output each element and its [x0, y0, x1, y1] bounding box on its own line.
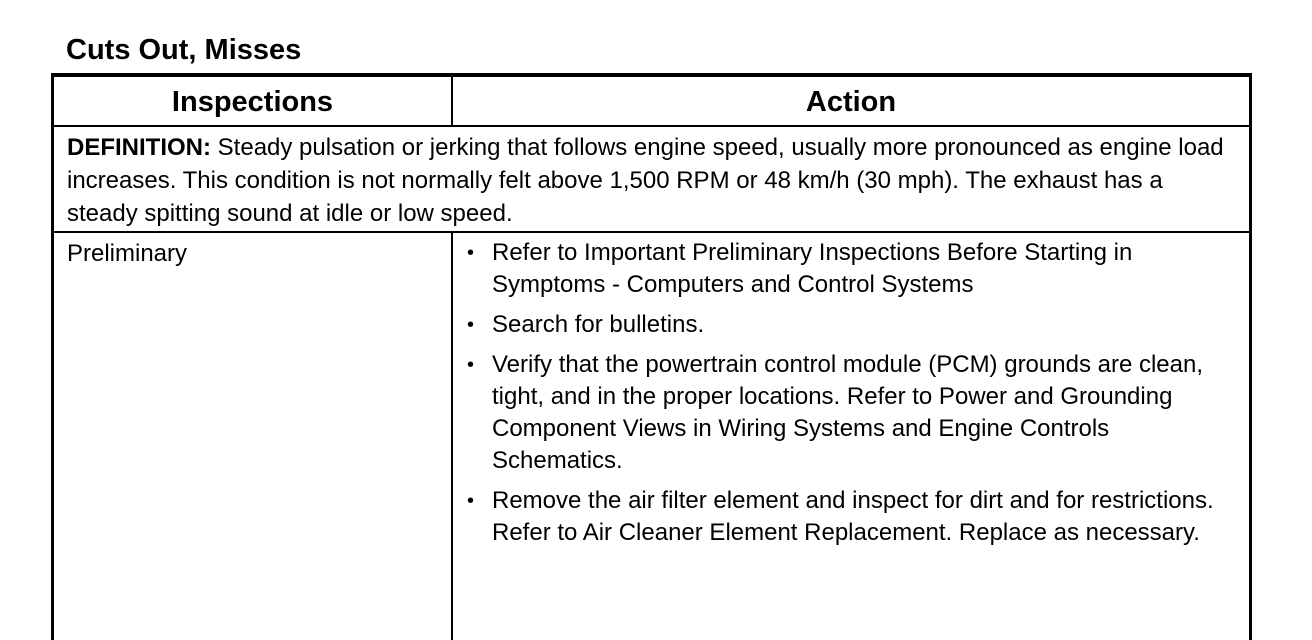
bullet-icon: •: [467, 314, 475, 336]
action-header: Action: [805, 86, 897, 118]
action-item: [465, 485, 1245, 549]
action-text: Remove the air filter element and inspect for dirt and for restrictions. Refer to Air Cleaner Element Replacement. Replace as necessary.: [492, 487, 1214, 546]
inspection-cell: Preliminary: [67, 240, 188, 267]
table-border-left: [51, 73, 54, 640]
body-column-divider: [451, 231, 453, 640]
table-border-top: [51, 73, 1252, 77]
definition-text: Steady pulsation or jerking that follows engine speed, usually more pronounced as engine load increases. This condition is not normally felt above 1,500 RPM or 48 km/h (30 mph). The exhaust has a steady spitting sound at idle or low speed.: [67, 134, 1224, 227]
action-text: Refer to Important Preliminary Inspections Before Starting in Symptoms - Computers and Control Systems: [492, 239, 1133, 298]
definition-divider: [51, 231, 1252, 233]
bullet-icon: •: [467, 490, 475, 512]
diagnostic-table: [51, 73, 1252, 640]
action-text: Search for bulletins.: [492, 311, 705, 338]
table-border-right: [1249, 73, 1252, 640]
definition-row: [67, 131, 1227, 230]
action-list: [465, 237, 1245, 557]
definition-label: DEFINITION:: [67, 134, 211, 161]
action-item: [465, 237, 1245, 301]
inspections-header: Inspections: [171, 86, 334, 118]
bullet-icon: •: [467, 354, 475, 376]
action-item: [465, 349, 1245, 477]
page-title: Cuts Out, Misses: [66, 34, 302, 66]
action-text: Verify that the powertrain control module (PCM) grounds are clean, tight, and in the proper locations. Refer to Power and Grounding Component Views in Wiring Systems and Engine Controls Schematics.: [492, 351, 1204, 474]
bullet-icon: •: [467, 242, 475, 264]
header-divider: [51, 125, 1252, 127]
action-item: [465, 309, 1245, 341]
